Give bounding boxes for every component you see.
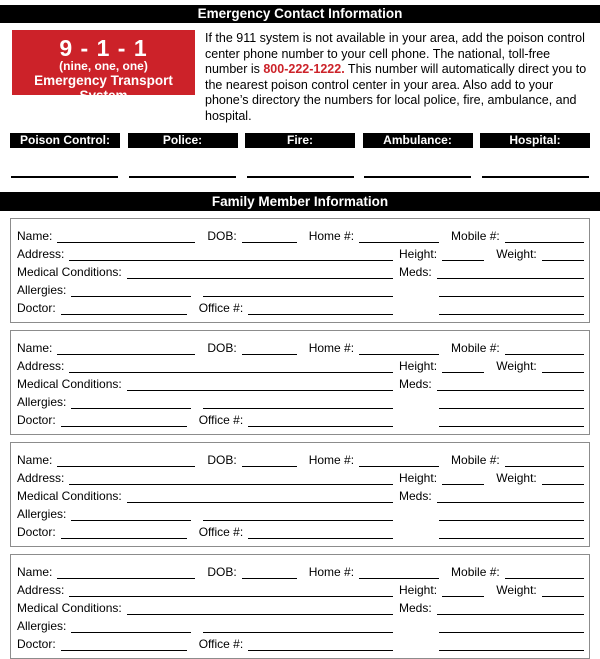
name-label: Name: [17, 228, 53, 243]
mobile-phone-input-line[interactable] [505, 341, 584, 355]
section-header-emergency [0, 5, 600, 23]
allergies-extra-input-line[interactable] [203, 395, 393, 409]
office-phone-input-line[interactable] [248, 413, 393, 427]
family-row-address [17, 579, 584, 597]
allergies-group [17, 395, 393, 409]
meds-label: Meds: [399, 600, 432, 615]
medical-conditions-input-line[interactable] [127, 489, 393, 503]
family-row-name [17, 561, 584, 579]
height-input-line[interactable] [442, 359, 484, 373]
doctor-input-line[interactable] [61, 525, 187, 539]
family-row-allergies [17, 279, 584, 297]
height-weight-group [399, 247, 584, 261]
allergies-group [17, 507, 393, 521]
family-row-medical [17, 597, 584, 615]
height-input-line[interactable] [442, 471, 484, 485]
weight-input-line[interactable] [542, 583, 584, 597]
contact-write-line[interactable] [482, 176, 589, 178]
family-row-address [17, 355, 584, 373]
height-weight-group [399, 359, 584, 373]
home-phone-label: Home #: [308, 564, 355, 579]
meds-group [399, 265, 584, 279]
dob-label: DOB: [207, 452, 237, 467]
allergies-extra-input-line[interactable] [203, 619, 393, 633]
meds-extra-input-line[interactable] [439, 301, 584, 315]
home-phone-label: Home #: [308, 452, 355, 467]
meds-input-line[interactable] [437, 377, 584, 391]
meds-extra-input-line[interactable] [439, 395, 584, 409]
meds-extra-group-1 [399, 283, 584, 297]
allergies-label: Allergies: [17, 394, 67, 409]
meds-group [399, 601, 584, 615]
office-phone-label: Office #: [198, 300, 244, 315]
medical-conditions-label: Medical Conditions: [17, 376, 122, 391]
family-section-title: Family Member Information [211, 193, 389, 209]
meds-input-line[interactable] [437, 489, 584, 503]
meds-label: Meds: [399, 376, 432, 391]
name-input-line[interactable] [57, 453, 195, 467]
name-label: Name: [17, 452, 53, 467]
doctor-group [17, 301, 393, 315]
contact-label-police: Police: [128, 133, 238, 148]
medical-conditions-input-line[interactable] [127, 265, 393, 279]
mobile-phone-label: Mobile #: [451, 564, 500, 579]
family-row-doctor [17, 297, 584, 315]
allergies-input-line[interactable] [71, 507, 191, 521]
meds-extra-input-line[interactable] [439, 283, 584, 297]
family-row-name [17, 449, 584, 467]
contact-labels-row [0, 133, 600, 148]
name-label: Name: [17, 564, 53, 579]
weight-input-line[interactable] [542, 471, 584, 485]
allergies-label: Allergies: [17, 282, 67, 297]
meds-label: Meds: [399, 488, 432, 503]
family-row-doctor [17, 521, 584, 539]
home-phone-input-line[interactable] [359, 565, 439, 579]
dob-input-line[interactable] [242, 565, 297, 579]
family-member-card [10, 442, 590, 547]
family-row-name [17, 337, 584, 355]
address-input-line[interactable] [69, 471, 393, 485]
contact-write-line[interactable] [364, 176, 471, 178]
height-label: Height: [399, 582, 438, 597]
family-row-address [17, 243, 584, 261]
meds-extra-group-2 [399, 525, 584, 539]
family-members [0, 218, 600, 659]
contact-label-poisoncontrol: Poison Control: [10, 133, 120, 148]
address-input-line[interactable] [69, 583, 393, 597]
medical-conditions-group [17, 601, 393, 615]
doctor-group [17, 413, 393, 427]
allergies-extra-input-line[interactable] [203, 507, 393, 521]
dob-input-line[interactable] [242, 453, 297, 467]
allergies-input-line[interactable] [71, 395, 191, 409]
office-phone-input-line[interactable] [248, 637, 393, 651]
home-phone-input-line[interactable] [359, 229, 439, 243]
home-phone-label: Home #: [308, 340, 355, 355]
poison-control-instructions [205, 30, 590, 125]
poison-control-phone-number: 800-222-1222. [263, 62, 345, 77]
family-row-medical [17, 261, 584, 279]
family-row-medical [17, 373, 584, 391]
family-row-allergies [17, 615, 584, 633]
family-row-doctor [17, 409, 584, 427]
weight-input-line[interactable] [542, 359, 584, 373]
mobile-phone-input-line[interactable] [505, 229, 584, 243]
height-label: Height: [399, 246, 438, 261]
mobile-phone-label: Mobile #: [451, 452, 500, 467]
medical-conditions-input-line[interactable] [127, 377, 393, 391]
meds-extra-group-1 [399, 395, 584, 409]
call-911-caption: Emergency Transport System [34, 73, 173, 103]
name-input-line[interactable] [57, 229, 195, 243]
family-row-allergies [17, 391, 584, 409]
height-weight-group [399, 583, 584, 597]
medical-conditions-group [17, 489, 393, 503]
medical-conditions-label: Medical Conditions: [17, 264, 122, 279]
meds-extra-input-line[interactable] [439, 637, 584, 651]
office-phone-label: Office #: [198, 636, 244, 651]
address-label: Address: [17, 358, 65, 373]
home-phone-label: Home #: [308, 228, 355, 243]
home-phone-input-line[interactable] [359, 453, 439, 467]
weight-label: Weight: [496, 246, 537, 261]
doctor-label: Doctor: [17, 524, 56, 539]
name-input-line[interactable] [57, 341, 195, 355]
emergency-form-page [0, 5, 600, 651]
meds-extra-group-1 [399, 619, 584, 633]
family-row-allergies [17, 503, 584, 521]
height-label: Height: [399, 358, 438, 373]
family-member-card [10, 554, 590, 659]
meds-extra-input-line[interactable] [439, 507, 584, 521]
meds-extra-group-1 [399, 507, 584, 521]
office-phone-label: Office #: [198, 524, 244, 539]
call-911-words: (nine, one, one) [59, 59, 148, 73]
address-group [17, 247, 393, 261]
weight-label: Weight: [496, 582, 537, 597]
meds-extra-group-2 [399, 301, 584, 315]
address-label: Address: [17, 470, 65, 485]
height-weight-group [399, 471, 584, 485]
medical-conditions-group [17, 265, 393, 279]
address-group [17, 359, 393, 373]
contact-write-line[interactable] [247, 176, 354, 178]
allergies-label: Allergies: [17, 618, 67, 633]
address-label: Address: [17, 246, 65, 261]
call-911-box [12, 30, 195, 103]
doctor-input-line[interactable] [61, 301, 187, 315]
doctor-label: Doctor: [17, 636, 56, 651]
medical-conditions-group [17, 377, 393, 391]
doctor-group [17, 525, 393, 539]
weight-label: Weight: [496, 358, 537, 373]
instructions-text-before: If the 911 system is not available in your area, add the poison control center phone number to your cell phone. The national, toll-free number is [205, 31, 585, 77]
height-label: Height: [399, 470, 438, 485]
instructions-text-after: This number will automatically direct you to the nearest poison control center in your area. Also add to your phone’s directory the numbers for local police, fire, ambulance, and hospital. [205, 62, 587, 123]
dob-label: DOB: [207, 340, 237, 355]
doctor-label: Doctor: [17, 412, 56, 427]
meds-group [399, 489, 584, 503]
family-row-medical [17, 485, 584, 503]
height-input-line[interactable] [442, 583, 484, 597]
medical-conditions-input-line[interactable] [127, 601, 393, 615]
allergies-input-line[interactable] [71, 283, 191, 297]
family-member-card [10, 330, 590, 435]
medical-conditions-label: Medical Conditions: [17, 488, 122, 503]
allergies-group [17, 619, 393, 633]
office-phone-label: Office #: [198, 412, 244, 427]
name-label: Name: [17, 340, 53, 355]
family-row-address [17, 467, 584, 485]
address-group [17, 583, 393, 597]
call-911-number: 9 - 1 - 1 [59, 35, 148, 61]
meds-group [399, 377, 584, 391]
height-input-line[interactable] [442, 247, 484, 261]
mobile-phone-input-line[interactable] [505, 453, 584, 467]
dob-input-line[interactable] [242, 229, 297, 243]
home-phone-input-line[interactable] [359, 341, 439, 355]
allergies-group [17, 283, 393, 297]
contact-lines-row [0, 176, 600, 178]
contact-write-line[interactable] [11, 176, 118, 178]
doctor-input-line[interactable] [61, 637, 187, 651]
doctor-label: Doctor: [17, 300, 56, 315]
weight-label: Weight: [496, 470, 537, 485]
family-row-name [17, 225, 584, 243]
family-row-doctor [17, 633, 584, 651]
family-member-card [10, 218, 590, 323]
allergies-input-line[interactable] [71, 619, 191, 633]
meds-label: Meds: [399, 264, 432, 279]
meds-extra-input-line[interactable] [439, 525, 584, 539]
meds-extra-input-line[interactable] [439, 413, 584, 427]
contact-label-hospital: Hospital: [480, 133, 590, 148]
doctor-input-line[interactable] [61, 413, 187, 427]
meds-extra-group-2 [399, 637, 584, 651]
medical-conditions-label: Medical Conditions: [17, 600, 122, 615]
meds-input-line[interactable] [437, 265, 584, 279]
name-input-line[interactable] [57, 565, 195, 579]
allergies-extra-input-line[interactable] [203, 283, 393, 297]
weight-input-line[interactable] [542, 247, 584, 261]
mobile-phone-label: Mobile #: [451, 228, 500, 243]
address-input-line[interactable] [69, 247, 393, 261]
office-phone-input-line[interactable] [248, 301, 393, 315]
contact-label-ambulance: Ambulance: [363, 133, 473, 148]
contact-label-fire: Fire: [245, 133, 355, 148]
office-phone-input-line[interactable] [248, 525, 393, 539]
meds-extra-input-line[interactable] [439, 619, 584, 633]
address-label: Address: [17, 582, 65, 597]
dob-input-line[interactable] [242, 341, 297, 355]
meds-extra-group-2 [399, 413, 584, 427]
contact-write-line[interactable] [129, 176, 236, 178]
address-input-line[interactable] [69, 359, 393, 373]
dob-label: DOB: [207, 228, 237, 243]
mobile-phone-input-line[interactable] [505, 565, 584, 579]
section-header-family [0, 192, 600, 211]
doctor-group [17, 637, 393, 651]
section-title: Emergency Contact Information [197, 6, 403, 21]
address-group [17, 471, 393, 485]
dob-label: DOB: [207, 564, 237, 579]
mobile-phone-label: Mobile #: [451, 340, 500, 355]
meds-input-line[interactable] [437, 601, 584, 615]
allergies-label: Allergies: [17, 506, 67, 521]
top-info-section [0, 30, 600, 125]
